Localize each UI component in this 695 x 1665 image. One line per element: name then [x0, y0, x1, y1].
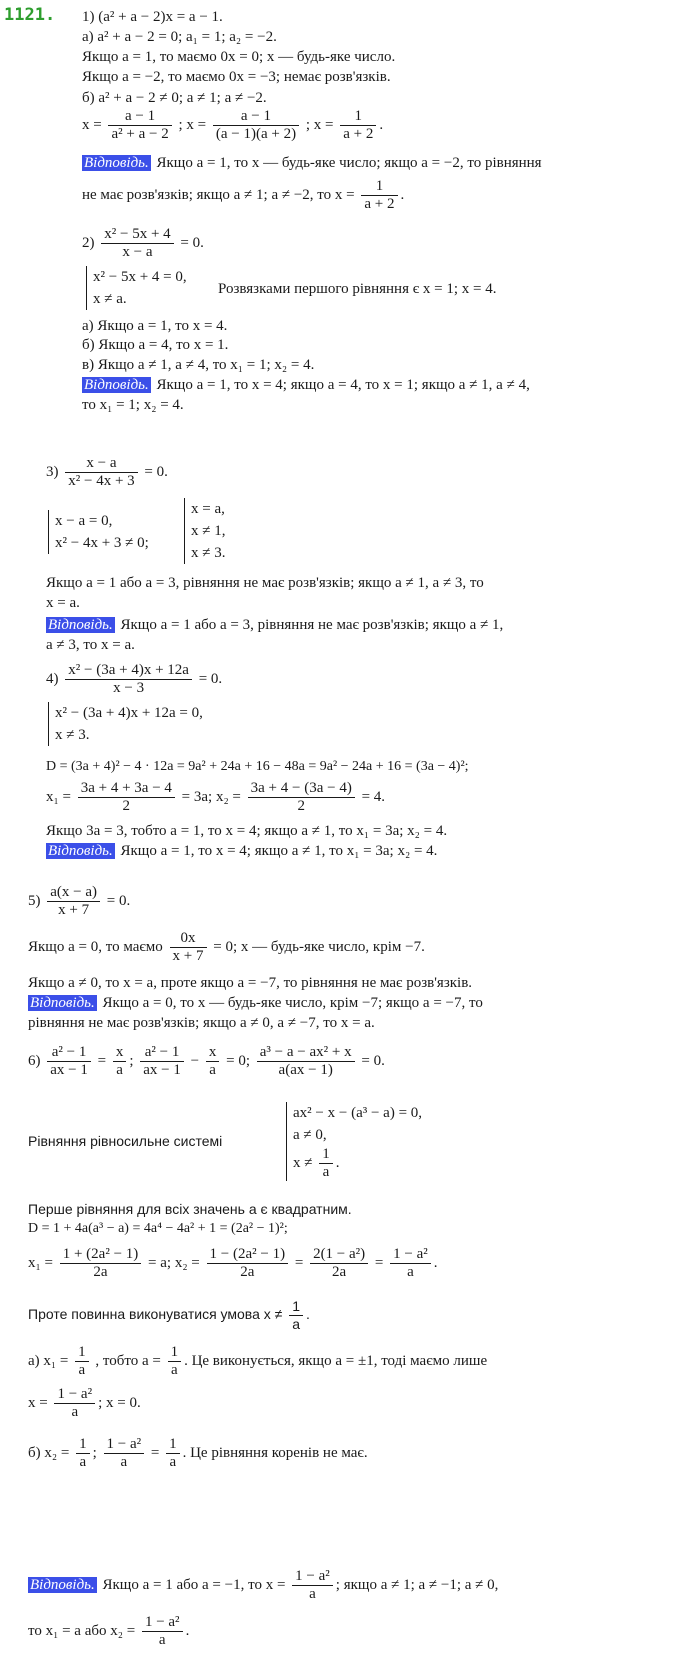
p6-x2c-den: a: [407, 1264, 414, 1280]
p6-a-pre: а) x₁ =: [28, 1352, 69, 1369]
p6-a-den: a: [78, 1362, 86, 1378]
p6-frac2-den: a: [116, 1062, 123, 1078]
p6-a-mid: , тобто a =: [95, 1352, 161, 1369]
p6-answer-line1: [28, 1568, 498, 1603]
p2-system: [86, 266, 187, 310]
p6-system-label: Рівняння рівносильне системі: [28, 1133, 223, 1149]
p5-text1-den: x + 7: [172, 948, 204, 964]
p2-equation: [82, 226, 204, 261]
p1-answer-frac-den: a + 2: [364, 196, 395, 212]
p6-a2-den: a: [71, 1404, 79, 1420]
answer-label: Відповідь.: [48, 843, 113, 859]
p2-c: в) Якщо a ≠ 1, a ≠ 4, то x₁ = 1; x₂ = 4.: [82, 357, 315, 373]
p6-x2-num: 1 − (2a² − 1): [207, 1246, 289, 1264]
p6-sys3-num: 1: [319, 1146, 333, 1164]
p2-frac-den: x − a: [122, 244, 153, 260]
p6-x1-lhs: x₁ =: [28, 1254, 53, 1271]
p2-answer-line2: то x₁ = 1; x₂ = 4.: [82, 397, 184, 413]
p2-sys1: x² − 5x + 4 = 0,: [93, 269, 187, 285]
p3-head: 3): [46, 463, 59, 480]
p6-semi: ;: [129, 1052, 134, 1069]
p4-answer-text: Якщо a = 1, то x = 4; якщо a ≠ 1, то x₁ = 3a; x₂ = 4.: [120, 843, 438, 859]
p3-sysA1: x − a = 0,: [55, 513, 113, 529]
p1-frac3-num: 1: [340, 108, 376, 126]
p5-eq0: = 0.: [106, 892, 131, 909]
p6-frac1-num: a² − 1: [47, 1044, 91, 1062]
p3-frac: [65, 455, 137, 490]
p6-x1-res: = a; x₂ =: [148, 1254, 200, 1271]
p5-answer-line2: рівняння не має розв'язків; якщо a ≠ 0, a ≠ −7, то x = a.: [28, 1015, 375, 1031]
p6-frac3: [140, 1044, 184, 1079]
p4-frac-den: x − 3: [113, 680, 145, 696]
p1-frac1-den: a² + a − 2: [111, 126, 169, 142]
answer-label: Відповідь.: [48, 617, 113, 633]
p3-sysB3: x ≠ 3.: [191, 545, 226, 561]
p4-discriminant: D = (3a + 4)² − 4 · 12a = 9a² + 24a + 16 − 48a = 9a² − 24a + 16 = (3a − 4)²;: [46, 759, 469, 774]
p3-frac-num: x − a: [65, 455, 137, 473]
p5-text1-num: 0x: [170, 930, 207, 948]
p5-head: 5): [28, 892, 41, 909]
p6-case-a: [28, 1344, 487, 1379]
p6-text2-frac: [289, 1298, 303, 1333]
p2-b: б) Якщо a = 4, то x = 1.: [82, 337, 229, 353]
p6-equation: [28, 1044, 385, 1079]
p4-x1-frac: [78, 780, 175, 815]
p6-a-den2: a: [170, 1362, 178, 1378]
p4-sys1: x² − (3a + 4)x + 12a = 0,: [55, 705, 203, 721]
p6-eq0b: = 0.: [361, 1052, 385, 1069]
p3-sysB1: x = a,: [191, 501, 225, 517]
p1-x-mid2: ; x =: [305, 116, 334, 133]
p6-frac5-num: a³ − a − ax² + x: [257, 1044, 355, 1062]
p6-x2-frac: [207, 1246, 289, 1281]
answer-label: Відповідь.: [84, 155, 149, 171]
p6-text2-num: 1: [289, 1298, 303, 1316]
p1-frac3-den: a + 2: [343, 126, 374, 142]
p6-b-pre: б) x₂ =: [28, 1444, 70, 1461]
p4-x1-den: 2: [122, 798, 131, 814]
p5-frac: [47, 884, 100, 919]
p6-discriminant: D = 1 + 4a(a³ − a) = 4a⁴ − 4a² + 1 = (2a² − 1)²;: [28, 1221, 288, 1236]
answer-label: Відповідь.: [30, 995, 95, 1011]
p5-answer-line1: [28, 994, 483, 1012]
p1-frac2-den: (a − 1)(a + 2): [215, 126, 297, 142]
p4-sys2: x ≠ 3.: [55, 727, 90, 743]
p2-eq0: = 0.: [180, 234, 204, 251]
p6-b-frac2: [104, 1436, 145, 1471]
p6-frac4: [206, 1044, 220, 1079]
p3-text1: Якщо a = 1 або a = 3, рівняння не має розв'язків; якщо a ≠ 1, a ≠ 3, то: [46, 575, 484, 591]
problem-number: 1121.: [4, 5, 56, 25]
p6-x2c-num: 1 − a²: [390, 1246, 431, 1264]
p5-frac-num: a(x − a): [47, 884, 100, 902]
p6-b-post: . Це рівняння коренів не має.: [182, 1444, 368, 1461]
p6-b-frac3: [166, 1436, 180, 1471]
p6-system: [286, 1102, 422, 1181]
p6-sys3-frac: [319, 1146, 333, 1181]
p5-text1a: Якщо a = 0, то маємо: [28, 938, 163, 955]
p6-a2-num: 1 − a²: [54, 1386, 95, 1404]
p6-x2b-num: 2(1 − a²): [310, 1246, 368, 1264]
p2-frac-num: x² − 5x + 4: [101, 226, 173, 244]
p6-head: 6): [28, 1052, 41, 1069]
p6-case-a2: [28, 1386, 141, 1421]
p6-b-frac: [76, 1436, 90, 1471]
p5-text2: Якщо a ≠ 0, то x = a, проте якщо a = −7, то рівняння не має розв'язків.: [28, 975, 473, 991]
p6-answer-text2b: .: [185, 1622, 190, 1639]
p6-answer-text1b: ; якщо a ≠ 1; a ≠ −1; a ≠ 0,: [335, 1576, 499, 1593]
p3-equation: [46, 455, 168, 490]
p4-x1-lhs: x₁ =: [46, 788, 71, 805]
p6-case-b: [28, 1436, 368, 1471]
p6-frac2: [113, 1044, 127, 1079]
p6-sys3: x ≠ $\frac{1}{a}$ .: [293, 1146, 340, 1180]
p6-text2: Проте повинна виконуватися умова x ≠ $\frac{1}{a}$ .: [28, 1298, 310, 1332]
p6-eq0a: = 0;: [226, 1052, 250, 1069]
p6-a2-pre: x =: [28, 1394, 48, 1411]
p5-text1-frac: [170, 930, 207, 965]
p6-a2-frac: [54, 1386, 95, 1421]
p4-x2-num: 3a + 4 − (3a − 4): [248, 780, 355, 798]
p6-b-den3: a: [169, 1454, 177, 1470]
p6-a-post: . Це виконується, якщо a = ±1, тоді маємо лише: [184, 1352, 488, 1369]
p3-answer-line2: a ≠ 3, то x = a.: [46, 637, 135, 653]
p6-eq-a: =: [294, 1254, 304, 1271]
p6-b-den: a: [79, 1454, 87, 1470]
p6-answer-text2a: то x₁ = a або x₂ =: [28, 1622, 136, 1639]
p1-x-mid: ; x =: [178, 116, 207, 133]
p1-answer-line2: не має розв'язків; якщо a ≠ 1; a ≠ −2, то x = $\frac{1}{a + 2}$ .: [82, 178, 405, 212]
p4-x2-res: = 4.: [361, 788, 386, 805]
p6-answer-frac1: [292, 1568, 333, 1603]
p6-frac2-num: x: [113, 1044, 127, 1062]
p6-frac4-den: a: [209, 1062, 216, 1078]
p1-frac3: [340, 108, 376, 143]
p6-b-num3: 1: [166, 1436, 180, 1454]
p3-eq0: = 0.: [144, 463, 168, 480]
p6-text2-den: a: [292, 1316, 301, 1332]
p4-equation: [46, 662, 222, 697]
p1-a: а) a² + a − 2 = 0; a₁ = 1; a₂ = −2.: [82, 29, 277, 45]
p3-sysA2: x² − 4x + 3 ≠ 0;: [55, 535, 149, 551]
p6-x1-frac: [60, 1246, 142, 1281]
p4-frac: [65, 662, 192, 697]
p5-text1: [28, 930, 425, 965]
p6-a2-post: ; x = 0.: [98, 1394, 141, 1411]
p6-a-frac: [75, 1344, 89, 1379]
p2-sys2: x ≠ a.: [93, 291, 127, 307]
p6-x2b-den: 2a: [332, 1264, 347, 1280]
p6-b-eq: =: [150, 1444, 160, 1461]
p2-answer-text1: Якщо a = 1, то x = 4; якщо a = 4, то x = 1; якщо a ≠ 1, a ≠ 4,: [156, 377, 530, 393]
p6-eqsign: =: [97, 1052, 107, 1069]
p6-sys3-den: a: [322, 1164, 330, 1180]
p4-x1-num: 3a + 4 + 3a − 4: [78, 780, 175, 798]
p2-head: 2): [82, 234, 95, 251]
p4-roots: [46, 780, 385, 815]
p6-b-den2: a: [120, 1454, 128, 1470]
p6-text1: Перше рівняння для всіх значень a є квадратним.: [28, 1201, 352, 1217]
p6-a-frac2: [168, 1344, 182, 1379]
p2-roots: Розвязками першого рівняння є x = 1; x = 4.: [218, 281, 497, 297]
p6-frac3-num: a² − 1: [140, 1044, 184, 1062]
p1-head: 1) (a² + a − 2)x = a − 1.: [82, 9, 223, 25]
p1-formula: x = $\frac{a - 1}{\text{a² + a − 2}}$ ; x = $\frac{a - 1}{(a - 1)(a + 2)}$ ; x = $\frac{1}{a + 2}$ .: [82, 108, 384, 142]
p3-answer-line1: [46, 616, 503, 634]
p6-frac5-den: a(ax − 1): [278, 1062, 333, 1078]
p2-answer-line1: [82, 376, 530, 394]
p6-x2b-frac: [310, 1246, 368, 1281]
p4-system: [48, 702, 203, 746]
p1-frac2-num: a − 1: [213, 108, 299, 126]
p6-answer-den1: a: [309, 1586, 316, 1602]
p1-answer-text1: Якщо a = 1, то x — будь-яке число; якщо a = −2, то рівняння: [156, 155, 542, 171]
p6-a-num: 1: [75, 1344, 89, 1362]
p6-b-num: 1: [76, 1436, 90, 1454]
p6-frac3-den: ax − 1: [143, 1062, 181, 1078]
p3-system-a: [48, 510, 149, 554]
p6-b-num2: 1 − a²: [104, 1436, 145, 1454]
p1-answer-text2: не має розв'язків; якщо a ≠ 1; a ≠ −2, то x =: [82, 186, 355, 203]
p5-text1b: = 0; x — будь-яке число, крім −7.: [213, 938, 425, 955]
p3-sysB2: x ≠ 1,: [191, 523, 226, 539]
p6-b-semi: ;: [92, 1444, 97, 1461]
p1-answer-line1: [82, 154, 542, 172]
p4-text: Якщо 3a = 3, тобто a = 1, то x = 4; якщо a ≠ 1, то x₁ = 3a; x₂ = 4.: [46, 823, 448, 839]
p6-frac1-den: ax − 1: [50, 1062, 88, 1078]
p1-frac1: [108, 108, 171, 143]
p6-frac1: [47, 1044, 91, 1079]
p1-answer-frac-num: 1: [361, 178, 397, 196]
p6-roots: [28, 1246, 438, 1281]
p4-eq0: = 0.: [198, 670, 223, 687]
p6-x1-num: 1 + (2a² − 1): [60, 1246, 142, 1264]
answer-label: Відповідь.: [84, 377, 149, 393]
p6-answer-num2: 1 − a²: [142, 1614, 183, 1632]
p6-answer-text1a: Якщо a = 1 або a = −1, то x =: [102, 1576, 286, 1593]
p1-frac1-num: a − 1: [108, 108, 171, 126]
p6-text2-body: Проте повинна виконуватися умова x ≠: [28, 1306, 283, 1323]
p6-x2-den: 2a: [240, 1264, 255, 1280]
p6-frac5: [257, 1044, 355, 1079]
answer-label: Відповідь.: [30, 1576, 95, 1593]
p3-system-b: [184, 498, 225, 564]
p3-frac-den: x² − 4x + 3: [68, 473, 135, 489]
p6-answer-line2: [28, 1614, 189, 1649]
p6-frac4-num: x: [206, 1044, 220, 1062]
p6-dot: .: [433, 1254, 438, 1271]
p4-frac-num: x² − (3a + 4)x + 12a: [65, 662, 192, 680]
p5-frac-den: x + 7: [58, 902, 90, 918]
p6-sys3-pre: x ≠: [293, 1154, 313, 1171]
p1-x-lhs: x =: [82, 116, 102, 133]
p6-eq-b: =: [374, 1254, 384, 1271]
p3-text2: x = a.: [46, 595, 80, 611]
p6-sys1: ax² − x − (a³ − a) = 0,: [293, 1105, 423, 1121]
p6-minus: −: [190, 1052, 200, 1069]
p1-answer-frac: [361, 178, 397, 213]
p1-b: б) a² + a − 2 ≠ 0; a ≠ 1; a ≠ −2.: [82, 90, 267, 106]
p1-case2: Якщо a = −2, то маємо 0x = −3; немає розв'язків.: [82, 69, 391, 85]
p2-frac: [101, 226, 173, 261]
p4-head: 4): [46, 670, 59, 687]
p2-a: а) Якщо a = 1, то x = 4.: [82, 318, 228, 334]
p5-answer-text1: Якщо a = 0, то x — будь-яке число, крім −7; якщо a = −7, то: [102, 995, 483, 1011]
p6-answer-den2: a: [158, 1632, 166, 1648]
p5-equation: [28, 884, 130, 919]
p4-x2-frac: [248, 780, 355, 815]
p6-sys2: a ≠ 0,: [293, 1127, 327, 1143]
p6-x2c-frac: [390, 1246, 431, 1281]
p6-answer-frac2: [142, 1614, 183, 1649]
p3-answer-text1: Якщо a = 1 або a = 3, рівняння не має розв'язків; якщо a ≠ 1,: [120, 617, 504, 633]
p4-x1-res: = 3a; x₂ =: [181, 788, 241, 805]
p6-answer-num1: 1 − a²: [292, 1568, 333, 1586]
p4-x2-den: 2: [297, 798, 305, 814]
p6-x1-den: 2a: [93, 1264, 108, 1280]
p1-frac2: [213, 108, 299, 143]
p4-answer: [46, 842, 437, 860]
p1-case1: Якщо a = 1, то маємо 0x = 0; x — будь-яке число.: [82, 49, 396, 65]
p6-a-num2: 1: [168, 1344, 182, 1362]
